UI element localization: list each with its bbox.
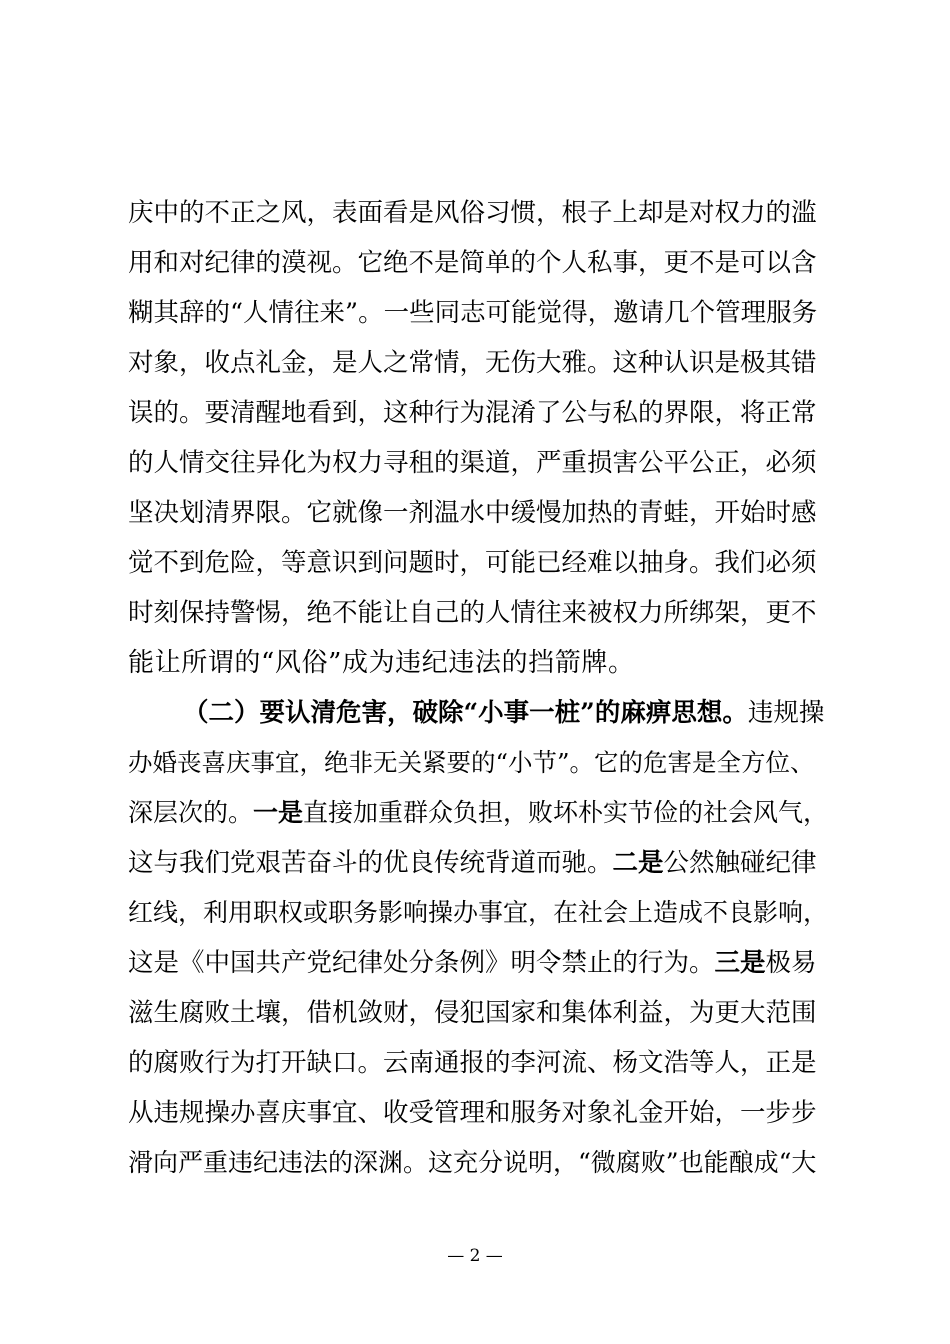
point-marker: 一是 (253, 798, 304, 827)
text-line (128, 792, 828, 834)
text-span: 极易 (765, 948, 817, 978)
text-line: 能让所谓的“风俗”成为违纪违法的挡箭牌。 (128, 648, 635, 678)
text-line: 滑向严重违纪违法的深渊。这充分说明，“微腐败”也能酿成“大 (128, 1148, 817, 1177)
text-span: 违规操 (747, 698, 825, 728)
text-line: 误的。要清醒地看到，这种行为混淆了公与私的界限，将正常 (128, 398, 817, 428)
text-line: 对象，收点礼金，是人之常情，无伤大雅。这种认识是极其错 (128, 348, 817, 378)
point-marker: 三是 (714, 948, 766, 978)
text-line: 用和对纪律的漠视。它绝不是简单的个人私事，更不是可以含 (128, 248, 817, 278)
text-line (128, 842, 828, 884)
text-line: 庆中的不正之风，表面看是风俗习惯，根子上却是对权力的滥 (128, 198, 817, 228)
text-line: 的腐败行为打开缺口。云南通报的李河流、杨文浩等人，正是 (128, 1048, 817, 1078)
text-span: 这是《中国共产党纪律处分条例》明令禁止的行为。 (128, 948, 715, 978)
text-span: 这与我们党艰苦奋斗的优良传统背道而驰。 (128, 848, 613, 878)
point-marker: 二是 (612, 848, 664, 878)
text-span: 直接加重群众负担，败坏朴实节俭的社会风气， (303, 798, 829, 827)
text-line: 的人情交往异化为权力寻租的渠道，严重损害公平公正，必须 (128, 448, 817, 478)
text-line: 滋生腐败土壤，借机敛财，侵犯国家和集体利益，为更大范围 (128, 998, 817, 1028)
text-line (183, 692, 828, 734)
text-line: 觉不到危险，等意识到问题时，可能已经难以抽身。我们必须 (128, 548, 817, 578)
section-heading: （二）要认清危害，破除“小事一桩”的麻痹思想。 (183, 698, 748, 728)
text-line: 坚决划清界限。它就像一剂温水中缓慢加热的青蛙，开始时感 (128, 498, 817, 528)
text-line: 办婚丧喜庆事宜，绝非无关紧要的“小节”。它的危害是全方位、 (128, 748, 815, 777)
page-number: — 2 — (447, 1246, 503, 1266)
text-span: 深层次的。 (128, 798, 254, 827)
text-line: 糊其辞的“人情往来”。一些同志可能觉得，邀请几个管理服务 (128, 298, 818, 328)
text-line: 红线，利用职权或职务影响操办事宜，在社会上造成不良影响， (128, 898, 829, 927)
text-line: 时刻保持警惕，绝不能让自己的人情往来被权力所绑架，更不 (128, 598, 817, 628)
text-line: 从违规操办喜庆事宜、收受管理和服务对象礼金开始，一步步 (128, 1098, 817, 1128)
text-span: 公然触碰纪律 (663, 848, 817, 878)
text-line (128, 942, 828, 984)
